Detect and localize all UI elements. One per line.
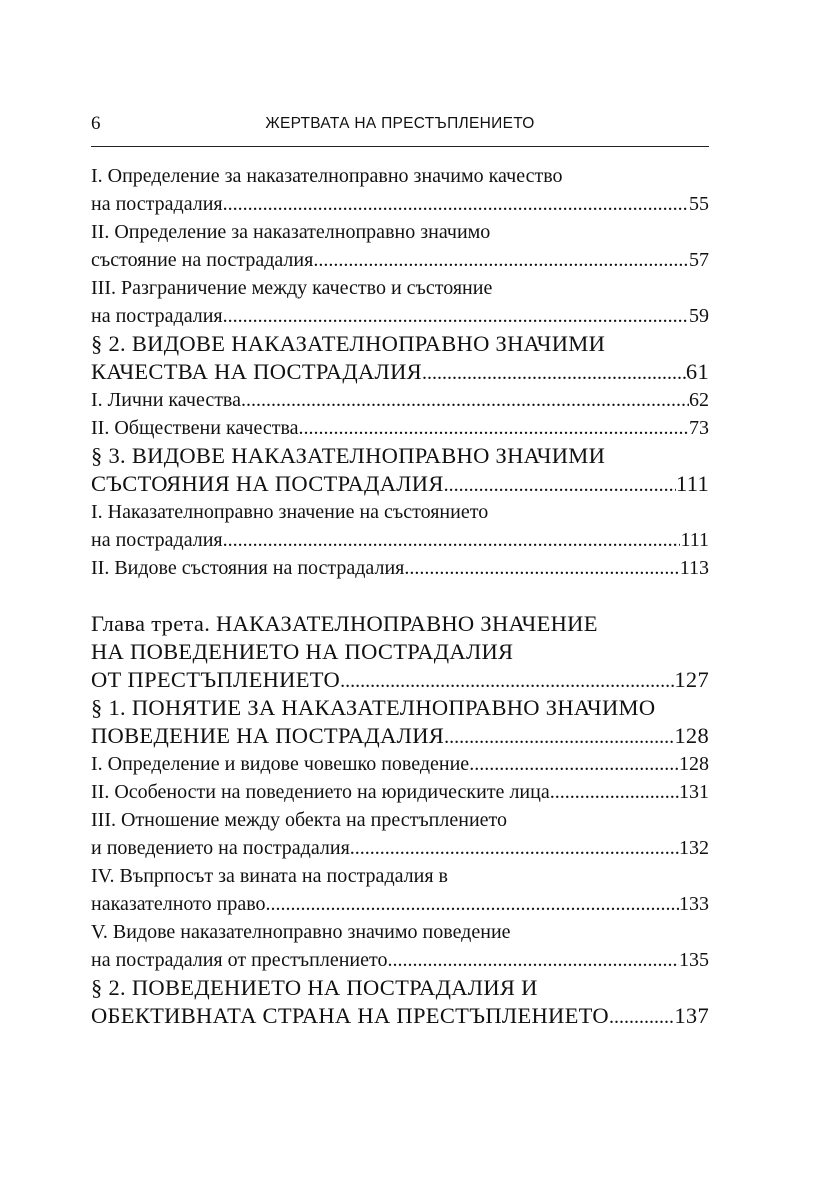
toc-entry: [91, 862, 709, 918]
toc-entry-line-last: [91, 750, 709, 778]
toc-page-number: 55: [689, 193, 709, 215]
toc-page-number: 62: [689, 389, 709, 411]
toc-entry: [91, 162, 709, 218]
dot-leader: [609, 1003, 674, 1031]
dot-leader: [469, 750, 679, 778]
toc-page-number: 137: [674, 1003, 709, 1028]
toc-page-number: 113: [679, 557, 709, 579]
toc-entry-line-last: [91, 386, 709, 414]
toc-entry-text: ПОВЕДЕНИЕ НА ПОСТРАДАЛИЯ: [91, 723, 445, 748]
toc-entry-text: § 2. ВИДОВЕ НАКАЗАТЕЛНОПРАВНО ЗНАЧИМИ: [91, 331, 606, 356]
toc-entry-text: § 3. ВИДОВЕ НАКАЗАТЕЛНОПРАВНО ЗНАЧИМИ: [91, 443, 606, 468]
dot-leader: [422, 359, 686, 387]
toc-entry-text: СЪСТОЯНИЯ НА ПОСТРАДАЛИЯ: [91, 471, 444, 496]
toc-entry-text: III. Разграничение между качество и състояние: [91, 277, 493, 299]
page-header: [91, 112, 709, 147]
toc-entry: [91, 806, 709, 862]
toc-page-number: 111: [676, 471, 709, 496]
toc-entry-line-last: [91, 526, 709, 554]
toc-page-number: 127: [674, 667, 709, 692]
toc-entry-line-last: [91, 722, 709, 750]
toc-entry-line-last: [91, 946, 709, 974]
toc-entry: [91, 386, 709, 414]
dot-leader: [223, 190, 689, 218]
toc-entry-text: на пострадалия: [91, 529, 223, 551]
toc-entry-line-last: [91, 470, 709, 498]
toc-page-number: 59: [689, 305, 709, 327]
running-title: ЖЕРТВАТА НА ПРЕСТЪПЛЕНИЕТО: [265, 115, 535, 132]
toc-entry: [91, 442, 709, 498]
toc-page-number: 132: [679, 837, 709, 859]
table-of-contents: [91, 162, 709, 1030]
toc-entry-line-last: [91, 302, 709, 330]
dot-leader: [223, 302, 689, 330]
toc-entry-text: Глава трета. НАКАЗАТЕЛНОПРАВНО ЗНАЧЕНИЕ: [91, 611, 598, 636]
toc-entry-line-last: [91, 778, 709, 806]
toc-entry: [91, 554, 709, 582]
toc-entry: [91, 414, 709, 442]
toc-entry-text: II. Видове състояния на пострадалия: [91, 557, 405, 579]
toc-page-number: 128: [679, 753, 709, 775]
dot-leader: [350, 834, 679, 862]
section-gap: [91, 582, 709, 610]
toc-entry-text: НА ПОВЕДЕНИЕТО НА ПОСТРАДАЛИЯ: [91, 639, 514, 664]
toc-entry-line-last: [91, 666, 709, 694]
toc-entry-text: II. Особености на поведението на юридическите лица: [91, 781, 550, 803]
toc-entry-text: ОТ ПРЕСТЪПЛЕНИЕТО: [91, 667, 341, 692]
toc-entry: [91, 778, 709, 806]
toc-page-number: 131: [679, 781, 709, 803]
toc-entry-line-last: [91, 1002, 709, 1030]
toc-entry-text: III. Отношение между обекта на престъплението: [91, 809, 507, 831]
toc-entry: [91, 694, 709, 750]
toc-entry-line-last: [91, 834, 709, 862]
toc-page-number: 128: [674, 723, 709, 748]
toc-entry-text: I. Определение и видове човешко поведение: [91, 753, 470, 775]
toc-entry-line-last: [91, 554, 709, 582]
toc-entry: [91, 610, 709, 694]
toc-entry-line-last: [91, 358, 709, 386]
toc-entry-text: наказателното право: [91, 893, 266, 915]
toc-entry-text: и поведението на пострадалия: [91, 837, 350, 859]
toc-page-number: 57: [689, 249, 709, 271]
toc-page-number: 61: [685, 359, 709, 384]
toc-entry-text: II. Определение за наказателноправно значимо: [91, 221, 491, 243]
toc-entry-text: на пострадалия от престъплението: [91, 949, 388, 971]
toc-page-number: 73: [689, 417, 709, 439]
toc-entry-text: I. Определение за наказателноправно значимо качество: [91, 165, 563, 187]
dot-leader: [340, 667, 674, 695]
toc-entry: [91, 750, 709, 778]
toc-entry-text: I. Наказателноправно значение на състоянието: [91, 501, 489, 523]
toc-page-number: 133: [679, 893, 709, 915]
dot-leader: [299, 414, 689, 442]
toc-entry-text: на пострадалия: [91, 305, 223, 327]
toc-entry: [91, 274, 709, 330]
toc-entry-text: на пострадалия: [91, 193, 223, 215]
dot-leader: [387, 946, 679, 974]
toc-entry: [91, 974, 709, 1030]
toc-page-number: 111: [680, 529, 709, 551]
toc-entry-text: ОБЕКТИВНАТА СТРАНА НА ПРЕСТЪПЛЕНИЕТО: [91, 1003, 609, 1028]
toc-entry-text: КАЧЕСТВА НА ПОСТРАДАЛИЯ: [91, 359, 422, 384]
toc-entry-text: V. Видове наказателноправно значимо поведение: [91, 921, 511, 943]
toc-entry: [91, 218, 709, 274]
dot-leader: [444, 471, 676, 499]
toc-entry-line-last: [91, 414, 709, 442]
toc-entry-text: I. Лични качества: [91, 389, 241, 411]
toc-entry-line-last: [91, 890, 709, 918]
toc-entry-text: § 1. ПОНЯТИЕ ЗА НАКАЗАТЕЛНОПРАВНО ЗНАЧИМО: [91, 695, 656, 720]
toc-entry: [91, 498, 709, 554]
dot-leader: [550, 778, 679, 806]
toc-entry-text: състояние на пострадалия: [91, 249, 314, 271]
toc-entry: [91, 330, 709, 386]
toc-entry-line-last: [91, 190, 709, 218]
toc-entry-text: II. Обществени качества: [91, 417, 299, 439]
toc-entry-text: § 2. ПОВЕДЕНИЕТО НА ПОСТРАДАЛИЯ И: [91, 975, 538, 1000]
dot-leader: [266, 890, 679, 918]
dot-leader: [223, 526, 681, 554]
dot-leader: [241, 386, 689, 414]
dot-leader: [313, 246, 689, 274]
dot-leader: [404, 554, 679, 582]
dot-leader: [444, 723, 674, 751]
toc-page-number: 135: [679, 949, 709, 971]
page-number: 6: [91, 113, 101, 134]
toc-entry: [91, 918, 709, 974]
toc-entry-text: IV. Въпрпосът за вината на пострадалия в: [91, 865, 448, 887]
toc-entry-line-last: [91, 246, 709, 274]
